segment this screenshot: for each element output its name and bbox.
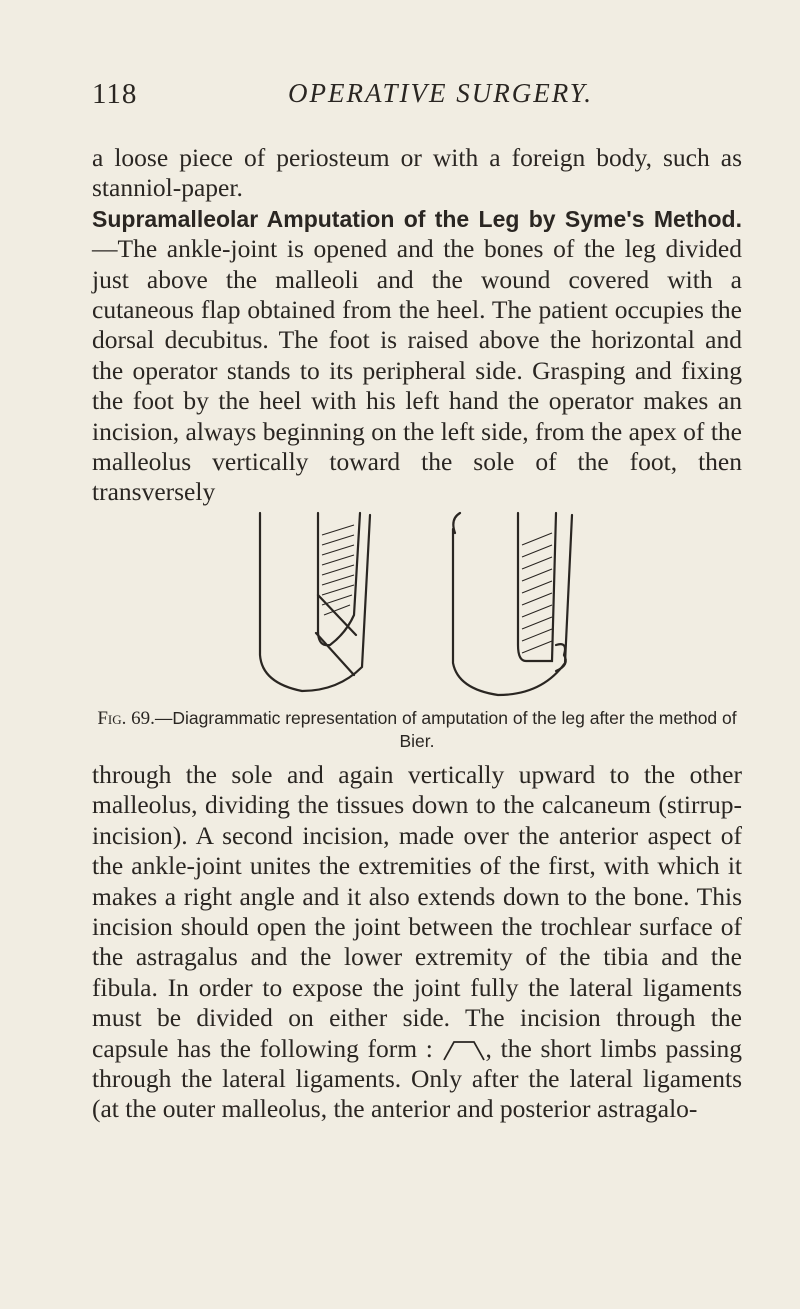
right-hatching [522,533,552,653]
paragraph-text-after-symbol: , the short limbs passing through the lateral ligaments. Only after the lateral ligaments (at the outer malleolus, the anterior and posterior astragalo- [92,1033,742,1124]
page-number: 118 [92,78,138,110]
section-heading: Supramalleolar Amputation of the Leg by Syme's Method. [92,205,742,232]
left-hatching [322,525,354,615]
left-inner-line [316,595,356,675]
figure-caption [92,707,742,752]
figure-label: Fig. 69. [97,708,155,729]
paragraph-lead: a loose piece of periosteum or with a foreign body, such as stanniol-paper. [92,143,742,203]
paragraph-block-2 [92,760,742,1125]
paragraph-text-before-symbol: through the sole and again vertically upward to the other malleolus, dividing the tissues down to the calcaneum (stirrup-incision). A second incision, made over the anterior aspect of the ankle-joint unites the extremities of the first, with which it makes a right angle and it also extends down to the bone. This incision should open the joint between the trochlear surface of the astragalus and the lower extremity of the tibia and the fibula. In order to expose the joint fully the lateral ligaments must be divided on either side. The incision through the capsule has the following form : [92,760,742,1063]
paragraph-stirrup [92,760,742,1125]
section-body: —The ankle-joint is opened and the bones of the leg divided just above the malleoli and the wound covered with a cutaneous flap obtained from the heel. The patient occupies the dorsal decubitus. The foot is raised above the horizontal and the operator stands to its peripheral side. Grasping and fixing the foot by the heel with his left hand the operator makes an incision, always beginning on the left side, from the apex of the malleolus vertically toward the sole of the foot, then transversely [92,234,742,507]
running-title: OPERATIVE SURGERY. [288,78,593,108]
bier-amputation-diagram [250,505,630,740]
paragraph-block-1 [92,143,742,508]
figure-caption-text: —Diagrammatic representation of amputation of the leg after the method of Bier. [154,708,737,751]
paragraph-syme [92,204,742,508]
trapezoid-incision-icon [442,1039,486,1061]
left-leg-outline [260,513,370,691]
left-bone-outline [318,513,360,645]
page-header [92,78,740,118]
